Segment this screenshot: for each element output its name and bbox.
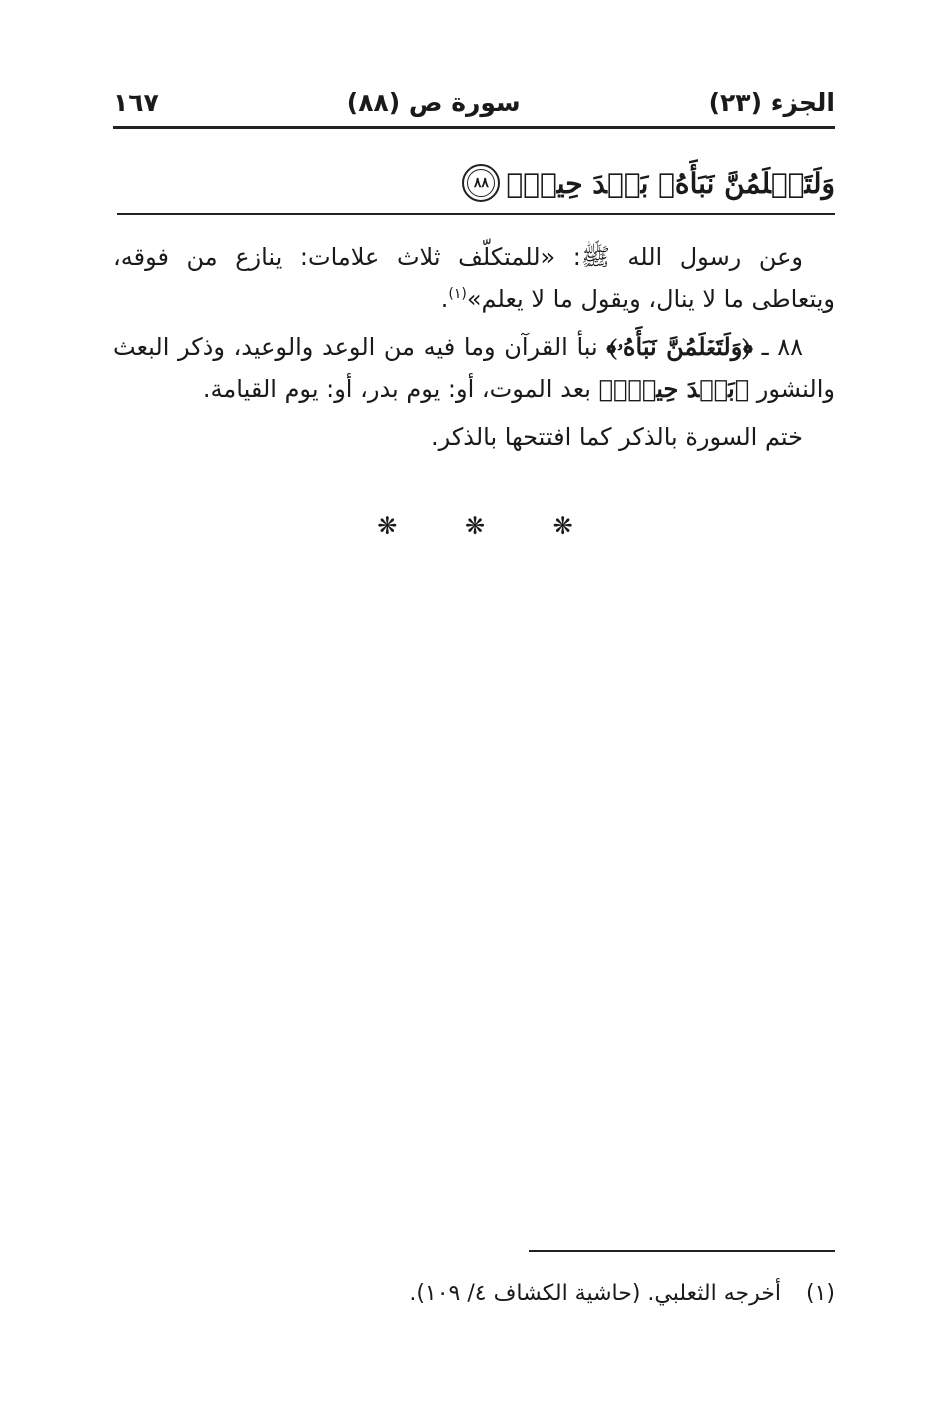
closing-text: ختم السورة بالذكر كما افتتحها بالذكر. bbox=[430, 423, 803, 451]
section-separator: ❋ ❋ ❋ bbox=[377, 512, 603, 540]
tafsir-text-2: بعد الموت، أو: يوم بدر، أو: يوم القيامة. bbox=[202, 375, 591, 403]
tafsir-text-1: نبأ القرآن وما فيه من الوعد والوعيد، وذكر البعث والنشور bbox=[113, 333, 835, 403]
verse-number: ٨٨ ـ bbox=[761, 333, 803, 361]
paragraph-hadith bbox=[113, 236, 835, 320]
ayah-number-marker bbox=[462, 164, 500, 202]
hadith-text: وعن رسول الله ﷺ: «للمتكلّف ثلاث علامات: ينازع من فوقه، ويتعاطى ما لا ينال، ويقول ما لا يعلم» bbox=[113, 243, 835, 313]
footnote-text: أخرجه الثعلبي. (حاشية الكشاف ٤/ ١٠٩). bbox=[409, 1281, 781, 1306]
paragraph-tafsir bbox=[113, 326, 835, 410]
juz-label: الجزء (٢٣) bbox=[708, 87, 835, 117]
quran-quote-2: ﴿بَعۡدَ حِينِۭ﴾ bbox=[598, 374, 750, 403]
hadith-end: . bbox=[440, 285, 449, 313]
header-divider bbox=[113, 126, 835, 129]
page-header bbox=[113, 82, 835, 122]
footnote-number: (١) bbox=[805, 1281, 835, 1306]
verse-text: وَلَتَعۡلَمُنَّ نَبَأَهُۥ بَعۡدَ حِينِۭ bbox=[506, 166, 835, 200]
page-number: ١٦٧ bbox=[113, 87, 159, 117]
footnote-divider bbox=[529, 1250, 835, 1252]
paragraph-closing bbox=[113, 416, 835, 458]
ayah-number: ٨٨ bbox=[473, 175, 489, 191]
footnote-ref: (١) bbox=[448, 286, 467, 302]
commentary-body bbox=[113, 236, 835, 464]
footnote bbox=[113, 1278, 835, 1310]
surah-title: سورة ص (٨٨) bbox=[346, 87, 521, 117]
verse-divider bbox=[117, 213, 835, 215]
quran-quote-1: ﴿وَلَتَعۡلَمُنَّ نَبَأَهُۥ﴾ bbox=[606, 332, 753, 361]
quran-verse bbox=[113, 160, 835, 206]
